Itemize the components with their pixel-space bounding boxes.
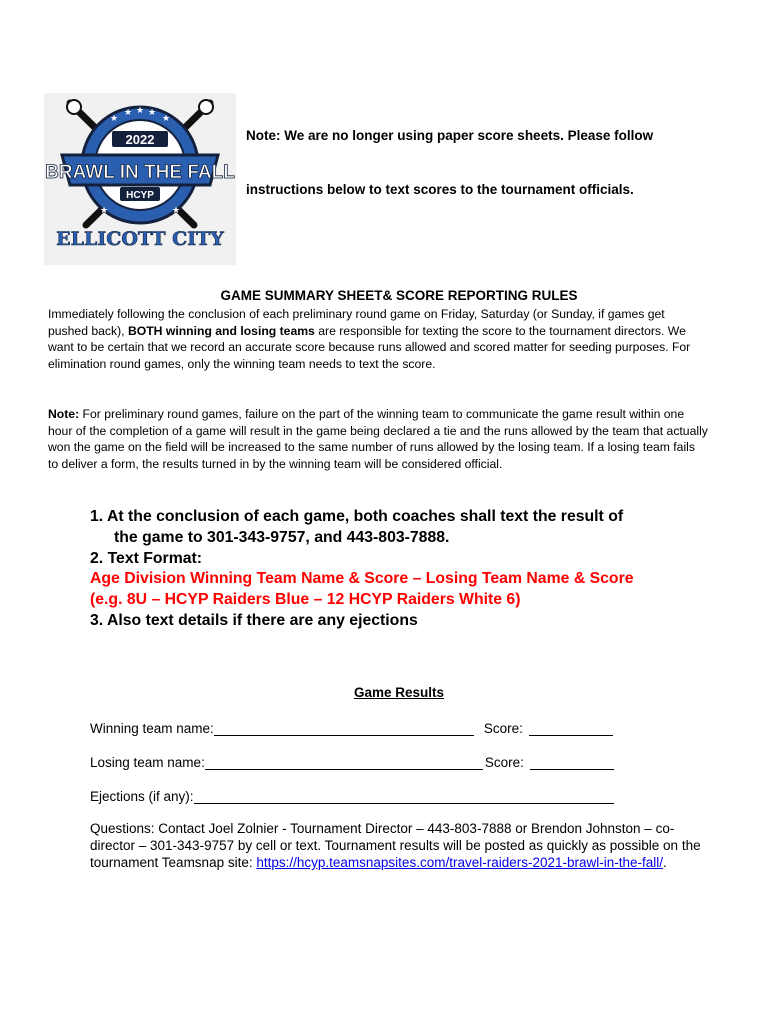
winning-score-label: Score: [483, 721, 523, 736]
instruction-3: 3. Also text details if there are any ejections [90, 611, 418, 629]
ejections-label: Ejections (if any): [90, 789, 194, 804]
game-results-title: Game Results [353, 685, 445, 700]
format-line-2: (e.g. 8U – HCYP Raiders Blue – 12 HCYP Raiders White 6) [90, 591, 521, 609]
logo-city: ELLICOTT CITY [56, 228, 224, 250]
losing-team-input[interactable] [205, 754, 483, 770]
svg-text:★: ★ [171, 206, 181, 216]
ejections-row [90, 788, 614, 804]
winning-score-input[interactable] [529, 720, 613, 736]
rules-p1-end: are responsible for texting the score to the tournament directors. We want to be certain that we record an accurate score because runs allowed and scored matter for seeding purposes. For elimination round games, only the winning team needs to text the score. [48, 323, 691, 371]
rules-note-label: Note: [48, 407, 80, 421]
format-line-1: Age Division Winning Team Name & Score – Losing Team Name & Score [90, 570, 634, 588]
svg-text:★: ★ [123, 108, 133, 118]
tournament-logo [44, 93, 236, 265]
rules-title: GAME SUMMARY SHEET& SCORE REPORTING RULES [220, 288, 578, 303]
note-line-2: instructions below to text scores to the tournament officials. [246, 182, 634, 197]
svg-text:★: ★ [135, 106, 145, 116]
instruction-list [90, 507, 730, 632]
winning-team-input[interactable] [214, 720, 474, 736]
svg-text:★: ★ [147, 108, 157, 118]
logo-name: BRAWL IN THE FALL [45, 162, 235, 183]
logo-year: 2022 [125, 132, 155, 147]
rules-note-text: For preliminary round games, failure on the part of the winning team to communicate the game result within one hour of the completion of a game will result in the game being declared a tie and the runs allowed by the team that actually won the game on the field will be increased to the same number of runs allowed by the losing team. If a losing team fails to deliver a form, the results turned in by the winning team will be considered official. [48, 407, 708, 471]
losing-score-input[interactable] [530, 754, 614, 770]
rules-p1-bold: BOTH winning and losing teams [127, 323, 315, 338]
losing-score-label: Score: [484, 755, 524, 770]
rules-paragraph-1 [48, 306, 708, 372]
instruction-2: 2. Text Format: [90, 549, 203, 567]
note-line-1: Note: We are no longer using paper score sheets. Please follow [246, 128, 654, 143]
questions-paragraph [90, 820, 710, 871]
instruction-1-line-2: the game to 301-343-9757, and 443-803-7888. [114, 528, 450, 546]
svg-text:★: ★ [109, 114, 119, 124]
winning-team-label: Winning team name: [90, 721, 214, 736]
logo-org: HCYP [126, 190, 154, 201]
teamsnap-link[interactable]: https://hcyp.teamsnapsites.com/travel-raiders-2021-brawl-in-the-fall/ [256, 855, 664, 870]
winning-team-row [90, 720, 613, 736]
questions-text: Questions: Contact Joel Zolnier - Tournament Director – 443-803-7888 or Brendon Johnston – co-director – 301-343-9757 by cell or text. Tournament results will be posted as quickly as possible on the tournament Teamsnap site: [90, 821, 701, 870]
questions-end: . [663, 855, 667, 870]
brawl-logo-icon [44, 93, 236, 265]
losing-team-row [90, 754, 614, 770]
rules-paragraph-2 [48, 406, 708, 472]
rules-p1-start: Immediately following the conclusion of each preliminary round game on Friday, Saturday (or Sunday, if games get pushed back), [48, 307, 665, 338]
instruction-1-line-1: 1. At the conclusion of each game, both coaches shall text the result of [90, 508, 624, 525]
svg-text:★: ★ [99, 206, 109, 216]
svg-text:★: ★ [161, 114, 171, 124]
ejections-input[interactable] [194, 788, 614, 804]
losing-team-label: Losing team name: [90, 755, 205, 770]
